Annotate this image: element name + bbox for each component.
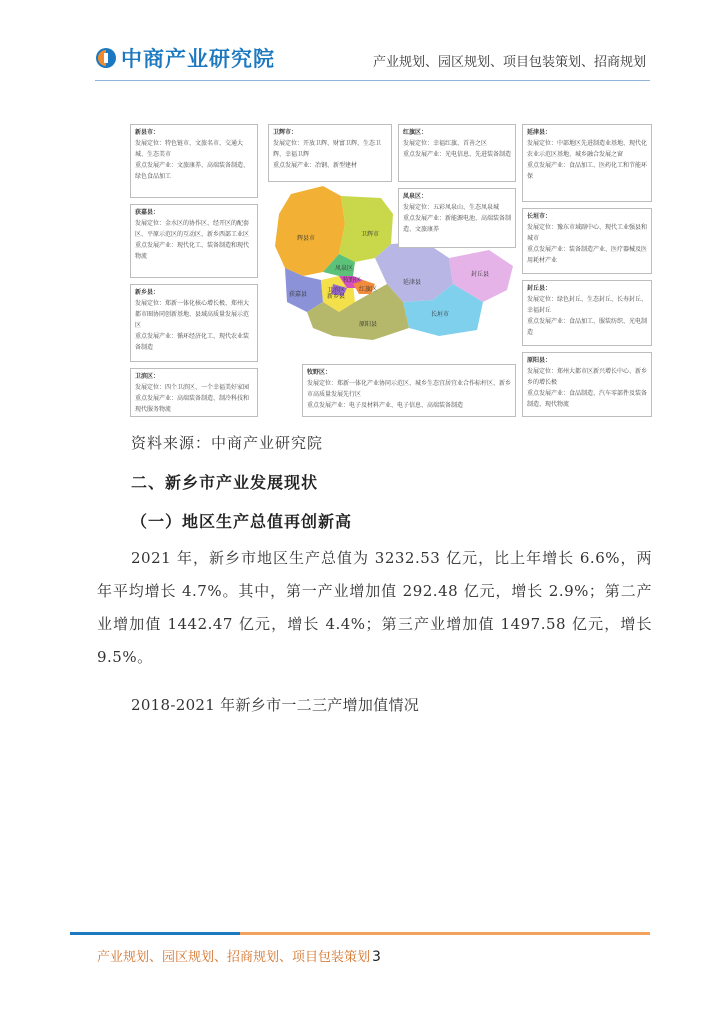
info-box-title: 获嘉县： — [135, 209, 160, 216]
map-label-yanjin: 延津县 — [403, 279, 422, 286]
map-label-changyuan: 长垣市 — [431, 311, 450, 318]
info-box-line: 重点发展产业：文旅康养、高端装备制造、绿色食品加工 — [135, 162, 250, 180]
info-box-line: 发展定位：郑州大都市区新兴增长中心、新乡乡的增长极 — [527, 368, 648, 386]
info-box-1 — [130, 124, 258, 198]
info-box-line: 重点发展产业：食品加工、医药化工和节能环保 — [527, 162, 648, 180]
map-label-huojia: 获嘉县 — [289, 291, 308, 298]
info-box-line: 重点发展产业：光电信息、先进装备制造 — [403, 151, 512, 158]
info-box-7 — [522, 208, 652, 274]
info-box-line: 重点发展产业：电子及材料产业、电子信息、高端装备制造 — [307, 402, 464, 409]
footer — [97, 946, 381, 965]
page-number: 3 — [372, 949, 381, 965]
info-box-line: 发展定位：金水区的协作区、经开区的配套区、平原示范区的互动区、新乡西部工业区 — [135, 220, 250, 238]
section-heading: 二、新乡市产业发展现状 — [131, 473, 319, 492]
info-box-line: 重点发展产业：食品加工、服装纺织、光电制造 — [527, 318, 648, 336]
info-box-line: 发展定位：特色链市、文旅名市、交通大城、生态美市 — [135, 140, 244, 158]
info-box-line: 发展定位：豫东市域副中心、现代工业强县和城市 — [527, 224, 648, 242]
map-label-hongqi: 红旗区 — [359, 286, 378, 293]
header-divider — [95, 80, 650, 81]
footer-bar-blue — [70, 932, 240, 935]
info-box-line: 发展定位：开放卫辉、财富卫辉、生态卫辉、幸福卫辉 — [273, 140, 382, 158]
info-box-2 — [268, 124, 392, 182]
info-box-4 — [522, 124, 652, 202]
page-header — [0, 0, 724, 90]
map-label-fengquan: 凤泉区 — [335, 265, 354, 272]
info-box-title: 卫滨区： — [135, 373, 160, 380]
info-box-11 — [302, 364, 516, 417]
subsection-heading: （一）地区生产总值再创新高 — [131, 512, 353, 531]
info-box-title: 红旗区： — [403, 129, 428, 136]
footer-text: 产业规划、园区规划、招商规划、项目包装策划 — [97, 950, 371, 965]
info-box-line: 重点发展产业：新能源电池、高端装备制造、文旅康养 — [403, 215, 512, 233]
info-box-line: 发展定位：郑新一体化核心增长极、郑州大都市圈协同创新基地、县域高质量发展示范区 — [135, 300, 250, 329]
info-box-line: 重点发展产业：食品制造、汽车零部件及装备制造、现代物流 — [527, 390, 648, 408]
info-box-title: 新乡县： — [135, 289, 160, 296]
info-box-title: 牧野区： — [307, 369, 332, 376]
map-label-weibin: 卫滨区 — [327, 287, 346, 294]
map-label-muye: 牧野区 — [343, 277, 362, 284]
info-box-line: 发展定位：中部地区先进制造业基地、现代化农业示范区基地、城乡融合发展之窗 — [527, 140, 648, 158]
info-box-12 — [522, 352, 652, 417]
info-box-line: 发展定位：五彩凤泉山、生态凤泉城 — [403, 204, 500, 211]
map-label-xinxiang: 新乡县 — [327, 293, 346, 300]
info-box-line: 发展定位：幸福红旗、首善之区 — [403, 140, 488, 147]
info-box-title: 原阳县： — [527, 357, 552, 364]
logo-text: 中商产业研究院 — [121, 47, 275, 71]
body-paragraph: 2021 年，新乡市地区生产总值为 3232.53 亿元，比上年增长 6.6%，两年平均增长 4.7%。其中，第一产业增加值 292.48 亿元，增长 2.9%；第二产业增加值 1442.47 亿元，增长 4.4%；第三产业增加值 1497.58 亿元，增长 9.5%。 — [97, 549, 652, 666]
info-box-line: 重点发展产业：装备制造产业、医疗器械及医用耗材产业 — [527, 246, 648, 264]
info-box-9 — [522, 280, 652, 346]
chart-caption: 2018-2021 年新乡市一二三产增加值情况 — [131, 696, 420, 714]
info-box-3 — [398, 124, 516, 182]
header-tagline: 产业规划、园区规划、项目包装策划、招商规划 — [372, 55, 646, 70]
map-label-yuanyang: 原阳县 — [359, 321, 378, 328]
info-box-line: 发展定位：郑新一体化产业协同示范区、城乡生态宜居宜业合作标杆区、新乡市高质量发展先行区 — [307, 380, 512, 398]
logo-icon — [95, 47, 117, 69]
info-box-6 — [398, 188, 516, 248]
map-label-huixian: 辉县市 — [297, 235, 316, 242]
info-box-title: 封丘县： — [527, 285, 552, 292]
figure-source: 资料来源：中商产业研究院 — [131, 434, 324, 452]
info-box-title: 凤泉区： — [403, 193, 428, 200]
info-box-title: 延津县： — [527, 129, 552, 136]
info-box-title: 卫辉市： — [273, 129, 298, 136]
footer-bar — [70, 932, 650, 935]
map-label-fengqiu: 封丘县 — [471, 271, 490, 278]
district-map-figure — [130, 112, 652, 417]
info-box-8 — [130, 284, 258, 362]
footer-bar-orange — [240, 932, 650, 935]
info-box-5 — [130, 204, 258, 278]
info-box-line: 发展定位：四个卫滨区、一个幸福美好家园 — [135, 384, 250, 391]
info-box-10 — [130, 368, 258, 417]
logo — [95, 43, 275, 73]
info-box-line: 重点发展产业：现代化工、装备制造和现代物流 — [135, 242, 250, 260]
info-box-line: 重点发展产业：循环经济化工、现代农业装备制造 — [135, 333, 250, 351]
info-box-line: 重点发展产业：高端装备制造、制冷科技和现代服务物流 — [135, 395, 250, 413]
info-box-title: 长垣市： — [527, 213, 552, 220]
info-box-line: 重点发展产业：冶钢、新型建材 — [273, 162, 358, 169]
info-box-title: 新县市： — [135, 129, 160, 136]
map-label-weihui: 卫辉市 — [361, 231, 380, 238]
info-box-line: 发展定位：绿色封丘、生态封丘、长寿封丘、幸福封丘 — [527, 296, 648, 314]
